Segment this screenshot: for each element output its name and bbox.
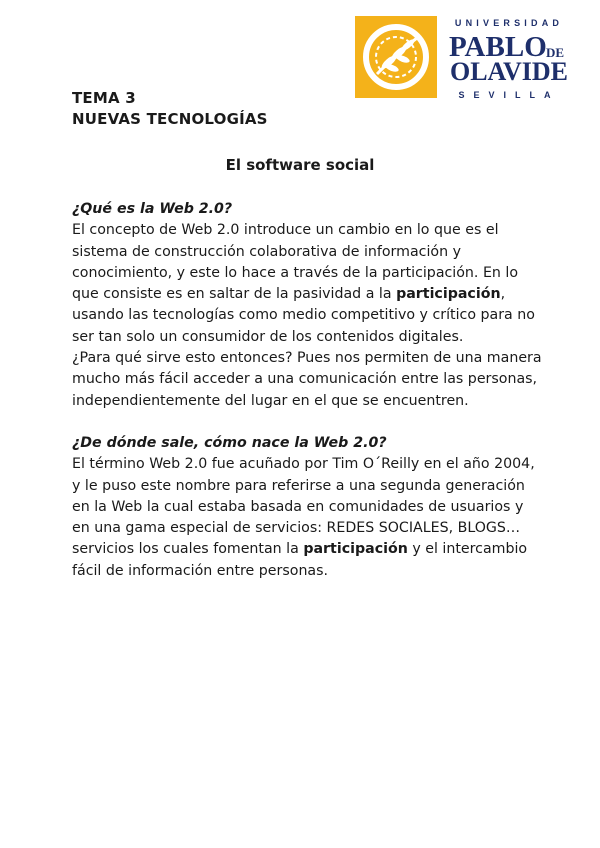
olive-branch-emblem-icon bbox=[355, 16, 437, 98]
section-1-paragraph-1: El concepto de Web 2.0 introduce un cambio en lo que es el sistema de construcción colaborativa de información y conocimiento, y este lo hace a través de la participación. En lo que consiste es en saltar de la pasividad a la participación, usando las tecnologías como medio competitivo y crítico para no ser tan solo un consumidor de los contenidos digitales. bbox=[72, 222, 535, 345]
section-2-question: ¿De dónde sale, cómo nace la Web 2.0? bbox=[72, 434, 387, 451]
section-2-paragraph-1: El término Web 2.0 fue acuñado por Tim O´Reilly en el año 2004, y le puso este nombre para referirse a una segunda generación en la Web la cual estaba basada en comunidades de usuarios y en una gama especial de servicios: REDES SOCIALES, BLOGS… servicios los cuales fomentan la participación y el intercambio fácil de información entre personas. bbox=[72, 456, 535, 579]
university-logo bbox=[355, 16, 575, 102]
logo-line-de: DE bbox=[546, 45, 565, 60]
document-title: El software social bbox=[225, 156, 375, 174]
section-1-question: ¿Qué es la Web 2.0? bbox=[72, 201, 233, 217]
document-body bbox=[72, 199, 542, 582]
logo-wordmark bbox=[443, 16, 575, 102]
logo-line-olavide: OLAVIDE bbox=[449, 57, 569, 86]
topic-heading bbox=[72, 88, 268, 130]
logo-line-pablo: PABLO bbox=[449, 31, 547, 63]
topic-name: NUEVAS TECNOLOGÍAS bbox=[72, 110, 268, 128]
topic-number: TEMA 3 bbox=[72, 89, 136, 107]
logo-line-universidad: UNIVERSIDAD bbox=[454, 18, 564, 28]
emphasis-participacion: participación bbox=[396, 286, 501, 303]
section-1-paragraph-2: ¿Para qué sirve esto entonces? Pues nos permiten de una manera mucho más fácil acceder a una comunicación entre las personas, independientemente del lugar en el que se encuentren. bbox=[72, 350, 542, 409]
paragraph-spacer bbox=[72, 412, 542, 433]
emphasis-participacion: participación bbox=[303, 541, 408, 558]
logo-line-sevilla: SEVILLA bbox=[458, 90, 560, 100]
